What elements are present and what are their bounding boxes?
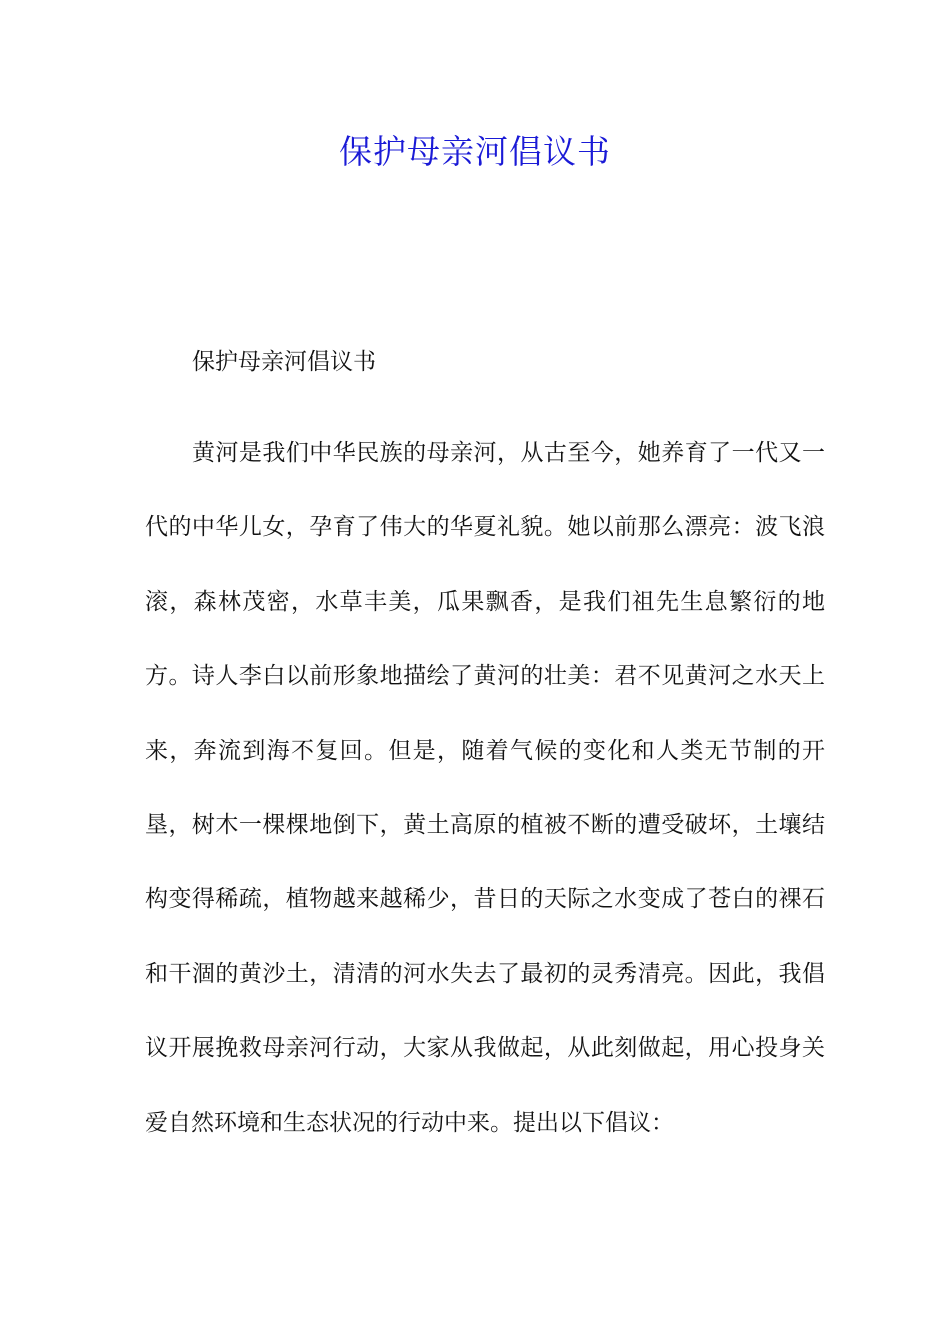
document-title: 保护母亲河倡议书 xyxy=(339,132,611,171)
document-subtitle: 保护母亲河倡议书 xyxy=(192,349,376,375)
body-paragraph: 黄河是我们中华民族的母亲河，从古至今，她养育了一代又一代的中华儿女，孕育了伟大的华夏礼貌。她以前那么漂亮：波飞浪滚，森林茂密，水草丰美，瓜果飘香，是我们祖先生息繁衍的地方。诗人李白以前形象地描绘了黄河的壮美：君不见黄河之水天上来，奔流到海不复回。但是，随着气候的变化和人类无节制的开垦，树木一棵棵地倒下，黄土高原的植被不断的遭受破坏，土壤结构变得稀疏，植物越来越稀少，昔日的天际之水变成了苍白的裸石和干涸的黄沙土，清清的河水失去了最初的灵秀清亮。因此，我倡议开展挽救母亲河行动，大家从我做起，从此刻做起，用心投身关爱自然环境和生态状况的行动中来。提出以下倡议： xyxy=(145,440,825,1136)
